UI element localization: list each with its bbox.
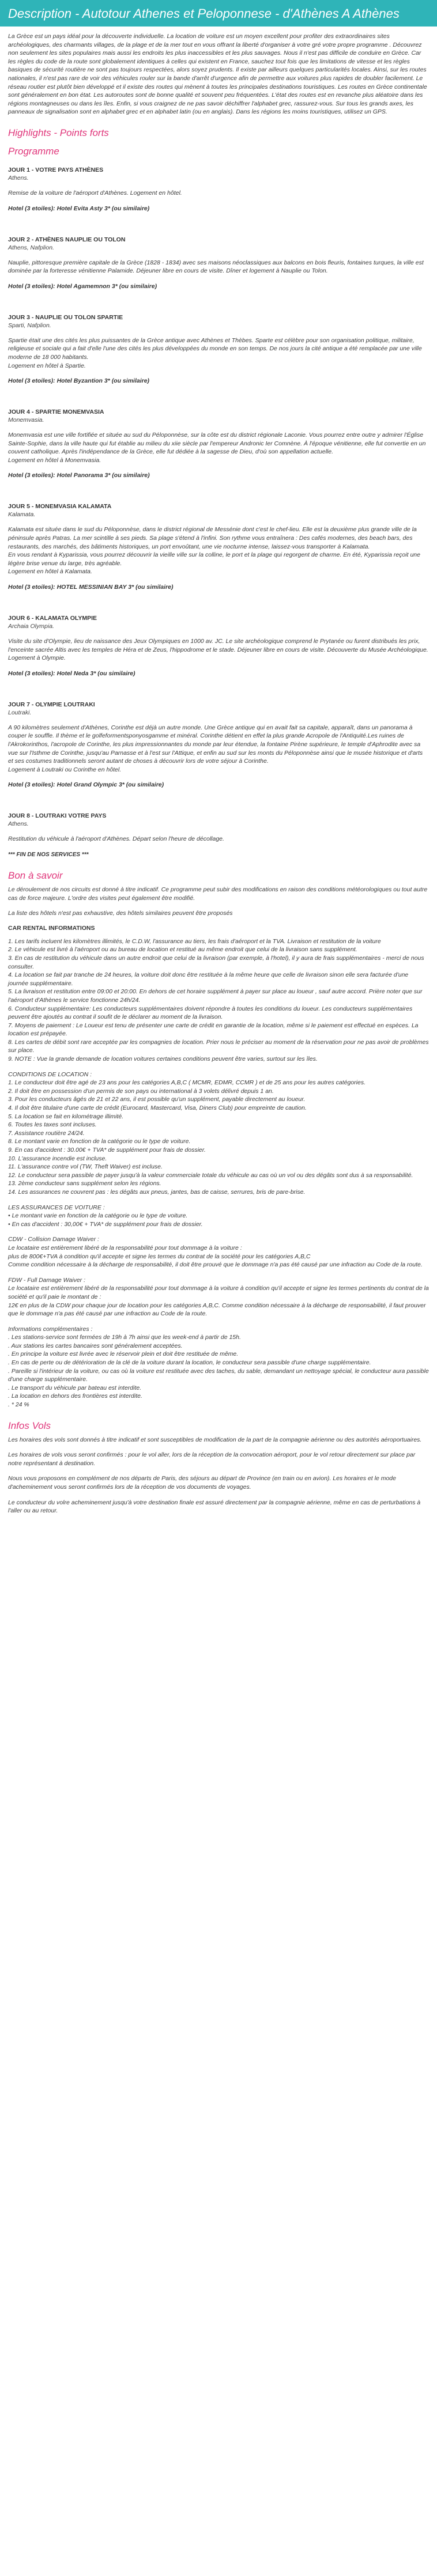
day-description-line: Logement à Olympie. — [8, 655, 66, 662]
cdw-line: Le locataire est entièrement libéré de la responsabilité pour tout dommage à la voiture : — [8, 1244, 242, 1251]
condition-line: 1. Le conducteur doit être agé de 23 ans pour les catégories A,B,C ( MCMR, EDMR, CCMR ) et de 25 ans pour les autres catégories. — [8, 1079, 366, 1087]
day-section — [8, 701, 429, 789]
day-place: Archaia Olympia. — [8, 623, 54, 630]
day-description — [8, 525, 429, 576]
infos-vols-title: Infos Vols — [8, 1420, 51, 1431]
condition-line: 14. Les assurances ne couvrent pas : les dégâts aux pneus, jantes, bas de caisse, serrures, bris de pare-brise. — [8, 1188, 306, 1196]
day-description-line: A 90 kilomètres seulement d'Athènes, Corinthe est déjà un autre monde. Une Grèce antique qui en avait fait sa capitale, apparaît, dans un panorama à couper le souffle. Il thème et le golfeformentsponyosgamme et minéral. Corinthe détient en effet la plus grande Acropole de l'Antiquité.Les ruines de l'Akrokorinthos, l'acropole de Corinthe, les plus impressionnantes du monde par leur étendue, la fontaine Pirène supérieure, le temple d'Aphrodite avec sa vue sur l'Isthme de Corinthe, jusqu'au Parnasse et à l'est sur l'Attique, et enfin au sud sur les monts du Péloponnèse ainsi que le musée historique et d'arts et ses costumes traditionnels seront autant de choses à découvrir lors de votre séjour à Corinthe. — [8, 724, 423, 765]
intro-text: La Grèce est un pays idéal pour la découverte individuelle. La location de voiture est un moyen excellent pour profiter des extraordinaires sites archéologiques, des charmants villages, de la plage et de la mer tout en vous offrant la liberté d'organiser à votre gré votre propre programme . Découvrez non seulement les sites populaires mais aussi les endroits les plus inaccessibles et les plus sauvages. Nous il n'est pas difficile de conduire en Grèce. Car les règles du code de la route sont globalement identiques à celles qui existent en France, sauchez tout fois que les limitations de vitesse et les règles basiques de sécurité routière ne sont pas toujours respectées, alors soyez prudents. Il existe par ailleurs quelques particularités locales. Ainsi, sur les routes nationales, il n'est pas rare de voir des véhicules rouler sur la bande d'arrêt d'urgence afin de permettre aux voitures plus rapides de doubler facilement. Le réseau routier est plutôt bien développé et il existe des routes qui mènent à toutes les principales destinations touristiques. Les routes en Grèce continentale sont généralement en bon état. Les autoroutes sont de bonne qualité et souvent peu fréquentées. L'état des routes est en revanche plus aléatoire dans les régions montagneuses ou dans les îles. Enfin, si vous craignez de ne pas savoir déchiffrer l'alphabet grec, rassurez-vous. Sur tous les grands axes, les panneaux de signalisation sont en alphabet grec et en alphabet latin (ou en anglais). Dans les régions les moins touristiques, utilisez un GPS. — [8, 33, 427, 116]
assurance-line: • En cas d'accident : 30,00€ + TVA* de supplément pour frais de dossier. — [8, 1220, 203, 1228]
day-place: Loutraki. — [8, 709, 32, 716]
day-section — [8, 502, 429, 591]
day-description — [8, 431, 429, 464]
car-rental-line: 8. Les cartes de débit sont rare acceptée par les compagnies de location. Prier nous le préciser au moment de la réservation pour ne pas avoir de problèmes sur place. — [8, 1038, 429, 1054]
day-section — [8, 812, 429, 843]
day-description — [8, 259, 429, 275]
car-rental-list — [8, 937, 429, 1064]
info-line: . Les stations-service sont fermées de 19h à 7h ainsi que les week-end à partir de 15h. — [8, 1334, 241, 1341]
page-title: Description - Autotour Athenes et Peloponnese - d'Athènes A Athènes — [0, 0, 437, 27]
conditions-title: CONDITIONS DE LOCATION : — [8, 1071, 92, 1078]
fdw-title: FDW - Full Damage Waiver : — [8, 1276, 85, 1284]
day-description — [8, 189, 429, 198]
conditions-list — [8, 1079, 429, 1196]
condition-line: 9. En cas d'accident : 30.00€ + TVA* de supplément pour frais de dossier. — [8, 1147, 206, 1153]
day-place: Monemvasia. — [8, 417, 44, 424]
condition-line: 10. L'assurance incendie est incluse. — [8, 1155, 107, 1162]
fdw-block — [8, 1276, 429, 1318]
info-line: . En principe la voiture est livrée avec le réservoir plein et doit être restituée de même. — [8, 1351, 239, 1358]
day-place: Sparti, Nafplion. — [8, 321, 51, 329]
info-title: Informations complémentaires : — [8, 1325, 93, 1333]
car-rental-line: 1. Les tarifs incluent les kilomètres illimités, le C.D.W, l'assurance au tiers, les frais d'aéroport et la TVA. Livraison et restitution de la voiture — [8, 937, 381, 945]
programme-title: Programme — [8, 145, 59, 157]
day-description — [8, 835, 429, 843]
car-rental-line: 7. Moyens de paiement : Le Loueur est tenu de présenter une carte de crédit en garantie de la location, même si le paiement est effectué en espèces. La location est prépayée. — [8, 1022, 419, 1038]
day-hotel: Hotel (3 etoiles): HOTEL MESSINIAN BAY 3* (ou similaire) — [8, 584, 174, 591]
day-description-line: Logement à Loutraki ou Corinthe en hôtel. — [8, 766, 122, 773]
condition-line: 2. Il doit être en possession d'un permis de son pays ou international à 3 volets délivré depuis 1 an. — [8, 1087, 274, 1095]
info-line: . Pareille si l'intérieur de la voiture, ou cas où la voiture est restituée avec des taches, du sable, demandant un nettoyage spécial, le conducteur aura passible d'une charge supplémentaire. — [8, 1367, 429, 1383]
highlights-title: Highlights - Points forts — [8, 127, 109, 138]
car-rental-line: 4. La location se fait par tranche de 24 heures, la voiture doit donc être restituée à la même heure que celle de livraison sinon elle sera facturée d'une journée supplémentaire. — [8, 971, 409, 987]
vols-paragraph: Le conducteur du volre acheminement jusqu'à votre destination finale est assuré directement par la compagnie aérienne, même en cas de perturbations à l'aller ou au retour. — [8, 1499, 421, 1515]
assurances-list — [8, 1212, 429, 1228]
day-description-line: Spartie était une des cités les plus puissantes de la Grèce antique avec Athènes et Thèbes. Sparte est célèbre pour son organisation politique, militaire, religieuse et sociale qui a fait d'elle l'une des cités les plus développées du monde en son temps. De nos jours la cité antique a été remplacée par une ville moderne de 18 000 habitants. — [8, 336, 422, 361]
cdw-title: CDW - Collision Damage Waiver : — [8, 1236, 99, 1243]
bon-a-savoir-title: Bon à savoir — [8, 869, 63, 881]
day-description-line: Kalamata est située dans le sud du Péloponnèse, dans le district régional de Messénie dont c'est le chef-lieu. Elle est la deuxième plus grande ville de la péninsule après Patras. La mer scintille à ses pieds. Sa plage s'étend à l'infini. Son rythme vous entraînera : Des cafés modernes, des beach bars, des restaurants, des marchés, des bâtiments historiques, un port envoûtant, une vie nocturne intense, laissez-vous transporter à Kalamata. — [8, 526, 417, 550]
day-heading: JOUR 1 - VOTRE PAYS ATHÈNES — [8, 166, 104, 173]
condition-line: 5. La location se fait en kilométrage illimité. — [8, 1113, 124, 1120]
day-section — [8, 166, 429, 213]
day-hotel: Hotel (3 etoiles): Hotel Agamemnon 3* (ou similaire) — [8, 282, 157, 290]
info-line: . En cas de perte ou de détérioration de la clé de la voiture durant la location, le conducteur sera passible d'une charge supplémentaire. — [8, 1359, 371, 1367]
day-heading: JOUR 5 - MONEMVASIA KALAMATA — [8, 503, 112, 510]
info-line: . Aux stations les cartes bancaires sont généralement acceptées. — [8, 1342, 183, 1349]
day-hotel: Hotel (3 etoiles): Hotel Neda 3* (ou similaire) — [8, 669, 135, 677]
condition-line: 8. Le montant varie en fonction de la catégorie ou le type de voiture. — [8, 1138, 191, 1145]
cdw-line: Comme condition nécessaire à la décharge de responsabilité, il doit être prouvé que le dommage n'a pas été causé par une infraction au Code de la route. — [8, 1261, 423, 1269]
assurances-title: LES ASSURANCES DE VOITURE : — [8, 1204, 105, 1211]
fdw-line: 12€ en plus de la CDW pour chaque jour de location pour les catégories A,B,C. Comme condition nécessaire à la décharge de responsabilité, il faut prouver que le dommage n'a pas été causé par une infraction au Code de la route. — [8, 1302, 426, 1318]
cdw-block — [8, 1235, 429, 1269]
day-heading: JOUR 4 - SPARTIE MONEMVASIA — [8, 408, 104, 416]
car-rental-title: CAR RENTAL INFORMATIONS — [8, 924, 95, 932]
day-section — [8, 614, 429, 678]
day-hotel: Hotel (3 etoiles): Hotel Grand Olympic 3* (ou similaire) — [8, 781, 164, 789]
car-rental-line: 2. Le véhicule est livré à l'aéroport ou au bureau de location et restitué au même endroit que celui de la livraison sans supplément. — [8, 946, 357, 954]
fdw-line: Le locataire est entièrement libéré de la responsabilité pour tout dommage à la voiture à condition qu'il accepte et signe les termes pertinents du contrat de la société et qu'il paie le montant de : — [8, 1285, 429, 1300]
day-description — [8, 637, 429, 663]
end-services: *** FIN DE NOS SERVICES *** — [8, 851, 89, 858]
bon-paragraph: La liste des hôtels n'est pas exhaustive, des hôtels similaires peuvent être proposés — [8, 910, 233, 917]
condition-line: 12. Le conducteur sera passible de payer jusqu'à la valeur commerciale totale du véhicule au cas où un vol ou des dégâts sont dus à sa responsabilité. — [8, 1171, 413, 1179]
day-heading: JOUR 6 - KALAMATA OLYMPIE — [8, 615, 97, 622]
day-place: Kalamata. — [8, 511, 36, 519]
day-section — [8, 236, 429, 290]
vols-paragraph: Les horaires de vols vous seront confirmés : pour le vol aller, lors de la réception de la convocation aéroport, pour le vol retour directement sur place par notre représentant à destination. — [8, 1451, 416, 1467]
day-description-line: Logement en hôtel à Monemvasia. — [8, 456, 101, 464]
info-list — [8, 1333, 429, 1409]
info-block — [8, 1325, 429, 1409]
cdw-line: plus de 800€+TVA à condition qu'il accepte et signe les termes du contrat de la société pour les catégories A,B,C — [8, 1253, 311, 1260]
day-description-line: Monemvasia est une ville fortifiée et située au sud du Péloponnèse, sur la côte est du district régionale Laconie. Vous pourrez entre outre y admirer l'Église Sainte-Sophie, dans la ville haute qui fut établie au milieu du xiie siècle par l'empereur Andronic Ier Comnène. À l'époque vénitienne, elle fut convertie en un couvent catholique. Après l'indépendance de la Grèce, elle fut dédiée à la sagesse de Dieu, d'où son appellation actuelle. — [8, 432, 426, 456]
day-heading: JOUR 8 - LOUTRAKI VOTRE PAYS — [8, 812, 107, 820]
day-place: Athens. — [8, 174, 29, 181]
condition-line: 13. 2ème conducteur sans supplément selon les régions. — [8, 1180, 161, 1187]
day-description — [8, 336, 429, 370]
day-description-line: Logement en hôtel à Spartie. — [8, 362, 86, 369]
day-place: Athens. — [8, 820, 29, 828]
car-rental-line: 9. NOTE : Vue la grande demande de location voitures certaines conditions peuvent être varies, surtout sur les îles. — [8, 1056, 318, 1063]
day-hotel: Hotel (3 etoiles): Hotel Panorama 3* (ou similaire) — [8, 472, 150, 479]
day-section — [8, 313, 429, 385]
day-description-line: Nauplie, pittoresque première capitale de la Grèce (1828 - 1834) avec ses maisons néoclassiques aux balcons en bois fleuris, fontaines turques, la ville est dominée par la forteresse vénitienne Palamide. Déjeuner libre en cours de visite. Dîner et logement à Nauplie ou Tolon. — [8, 259, 424, 275]
info-line: . * 24 % — [8, 1401, 29, 1409]
car-rental-line: 3. En cas de restitution du véhicule dans un autre endroit que celui de la livraison (par exemple, à l'hotel), il y aura de frais supplémentaires - merci de nous consulter. — [8, 954, 424, 970]
assurances-block — [8, 1204, 429, 1229]
info-line: . La location en dehors des frontières est interdite. — [8, 1393, 142, 1400]
vols-paragraph: Les horaires des vols sont donnés à titre indicatif et sont susceptibles de modification de la part de la compagnie aérienne ou des autorités aéroportuaires. — [8, 1436, 422, 1443]
condition-line: 6. Toutes les taxes sont incluses. — [8, 1121, 97, 1129]
day-hotel: Hotel (3 etoiles): Hotel Evita Asty 3* (ou similaire) — [8, 205, 150, 212]
day-description-line: Restitution du véhicule à l'aéroport d'Athènes. Départ selon l'heure de décollage. — [8, 835, 224, 843]
condition-line: 7. Assistance routière 24/24. — [8, 1129, 85, 1137]
day-description-line: Logement en hôtel à Kalamata. — [8, 568, 92, 576]
conditions-block — [8, 1071, 429, 1197]
day-description-line: Visite du site d'Olympie, lieu de naissance des Jeux Olympiques en 1000 av. JC. Le site archéologique comprend le Prytanée ou furent distribués les prix, l'enceinte sacrée Altis avec les temples de Héra et de Zeus, l'hippodrome et le stade. Déjeuner libre en cours de visite. Découverte du Musée Archéologique. — [8, 638, 428, 653]
day-place: Athens, Nafplion. — [8, 244, 54, 251]
condition-line: 4. Il doit être titulaire d'une carte de crédit (Eurocard, Mastercard, Visa, Diners Club) pour empreinte de caution. — [8, 1104, 307, 1112]
day-description — [8, 724, 429, 774]
condition-line: 3. Pour les conducteurs âgés de 21 et 22 ans, il est possible qu'un supplément, payable directement au loueur. — [8, 1096, 306, 1103]
info-line: . Le transport du véhicule par bateau est interdite. — [8, 1384, 142, 1391]
day-heading: JOUR 2 - ATHÈNES NAUPLIE OU TOLON — [8, 236, 126, 243]
day-list — [8, 166, 429, 843]
day-description-line: Remise de la voiture de l'aéroport d'Athènes. Logement en hôtel. — [8, 189, 182, 196]
content — [0, 27, 437, 1515]
assurance-line: • Le montant varie en fonction de la catégorie ou le type de voiture. — [8, 1212, 188, 1220]
car-rental-line: 6. Conducteur supplémentaire: Les conducteurs supplémentaires doivent répondre à toutes les conditions du loueur. Les conducteurs supplémentaires peuvent être ajoutés au contrat il soufit de le déclarer au moment de la livraison. — [8, 1005, 413, 1021]
car-rental-line: 5. La livraison et restitution entre 09:00 et 20:00. En dehors de cet horaire supplément à payer sur place au loueur , sauf autre accord. Prière noter que sur l'aéroport d'Athènes le service fonctionne 24h/24. — [8, 988, 423, 1004]
fdw-list — [8, 1284, 429, 1318]
day-hotel: Hotel (3 etoiles): Hotel Byzantion 3* (ou similaire) — [8, 377, 150, 385]
day-heading: JOUR 7 - OLYMPIE LOUTRAKI — [8, 701, 95, 708]
day-heading: JOUR 3 - NAUPLIE OU TOLON SPARTIE — [8, 313, 123, 321]
day-section — [8, 408, 429, 479]
vols-paragraph: Nous vous proposons en complément de nos départs de Paris, des séjours au départ de Province (en train ou en avion). Les horaires et le mode d'acheminement vous seront confirmés lors de la réception de vos documents de voyages. — [8, 1475, 396, 1491]
day-description-line: En vous rendant à Kyparissia, vous pourrez découvrir la vieille ville sur la colline, le port et la plage qui regorgent de charme. En été, Kyparissia reçoit une légère brise venue du large, très agréable. — [8, 551, 420, 567]
condition-line: 11. L'assurance contre vol (TW, Theft Waiver) est incluse. — [8, 1163, 163, 1171]
bon-paragraph: Le déroulement de nos circuits est donné à titre indicatif. Ce programme peut subir des modifications en raison des conditions météorologiques ou tout autre cas de force majeure. L'ordre des visites peut également être modifié. — [8, 886, 428, 902]
cdw-list — [8, 1244, 429, 1269]
